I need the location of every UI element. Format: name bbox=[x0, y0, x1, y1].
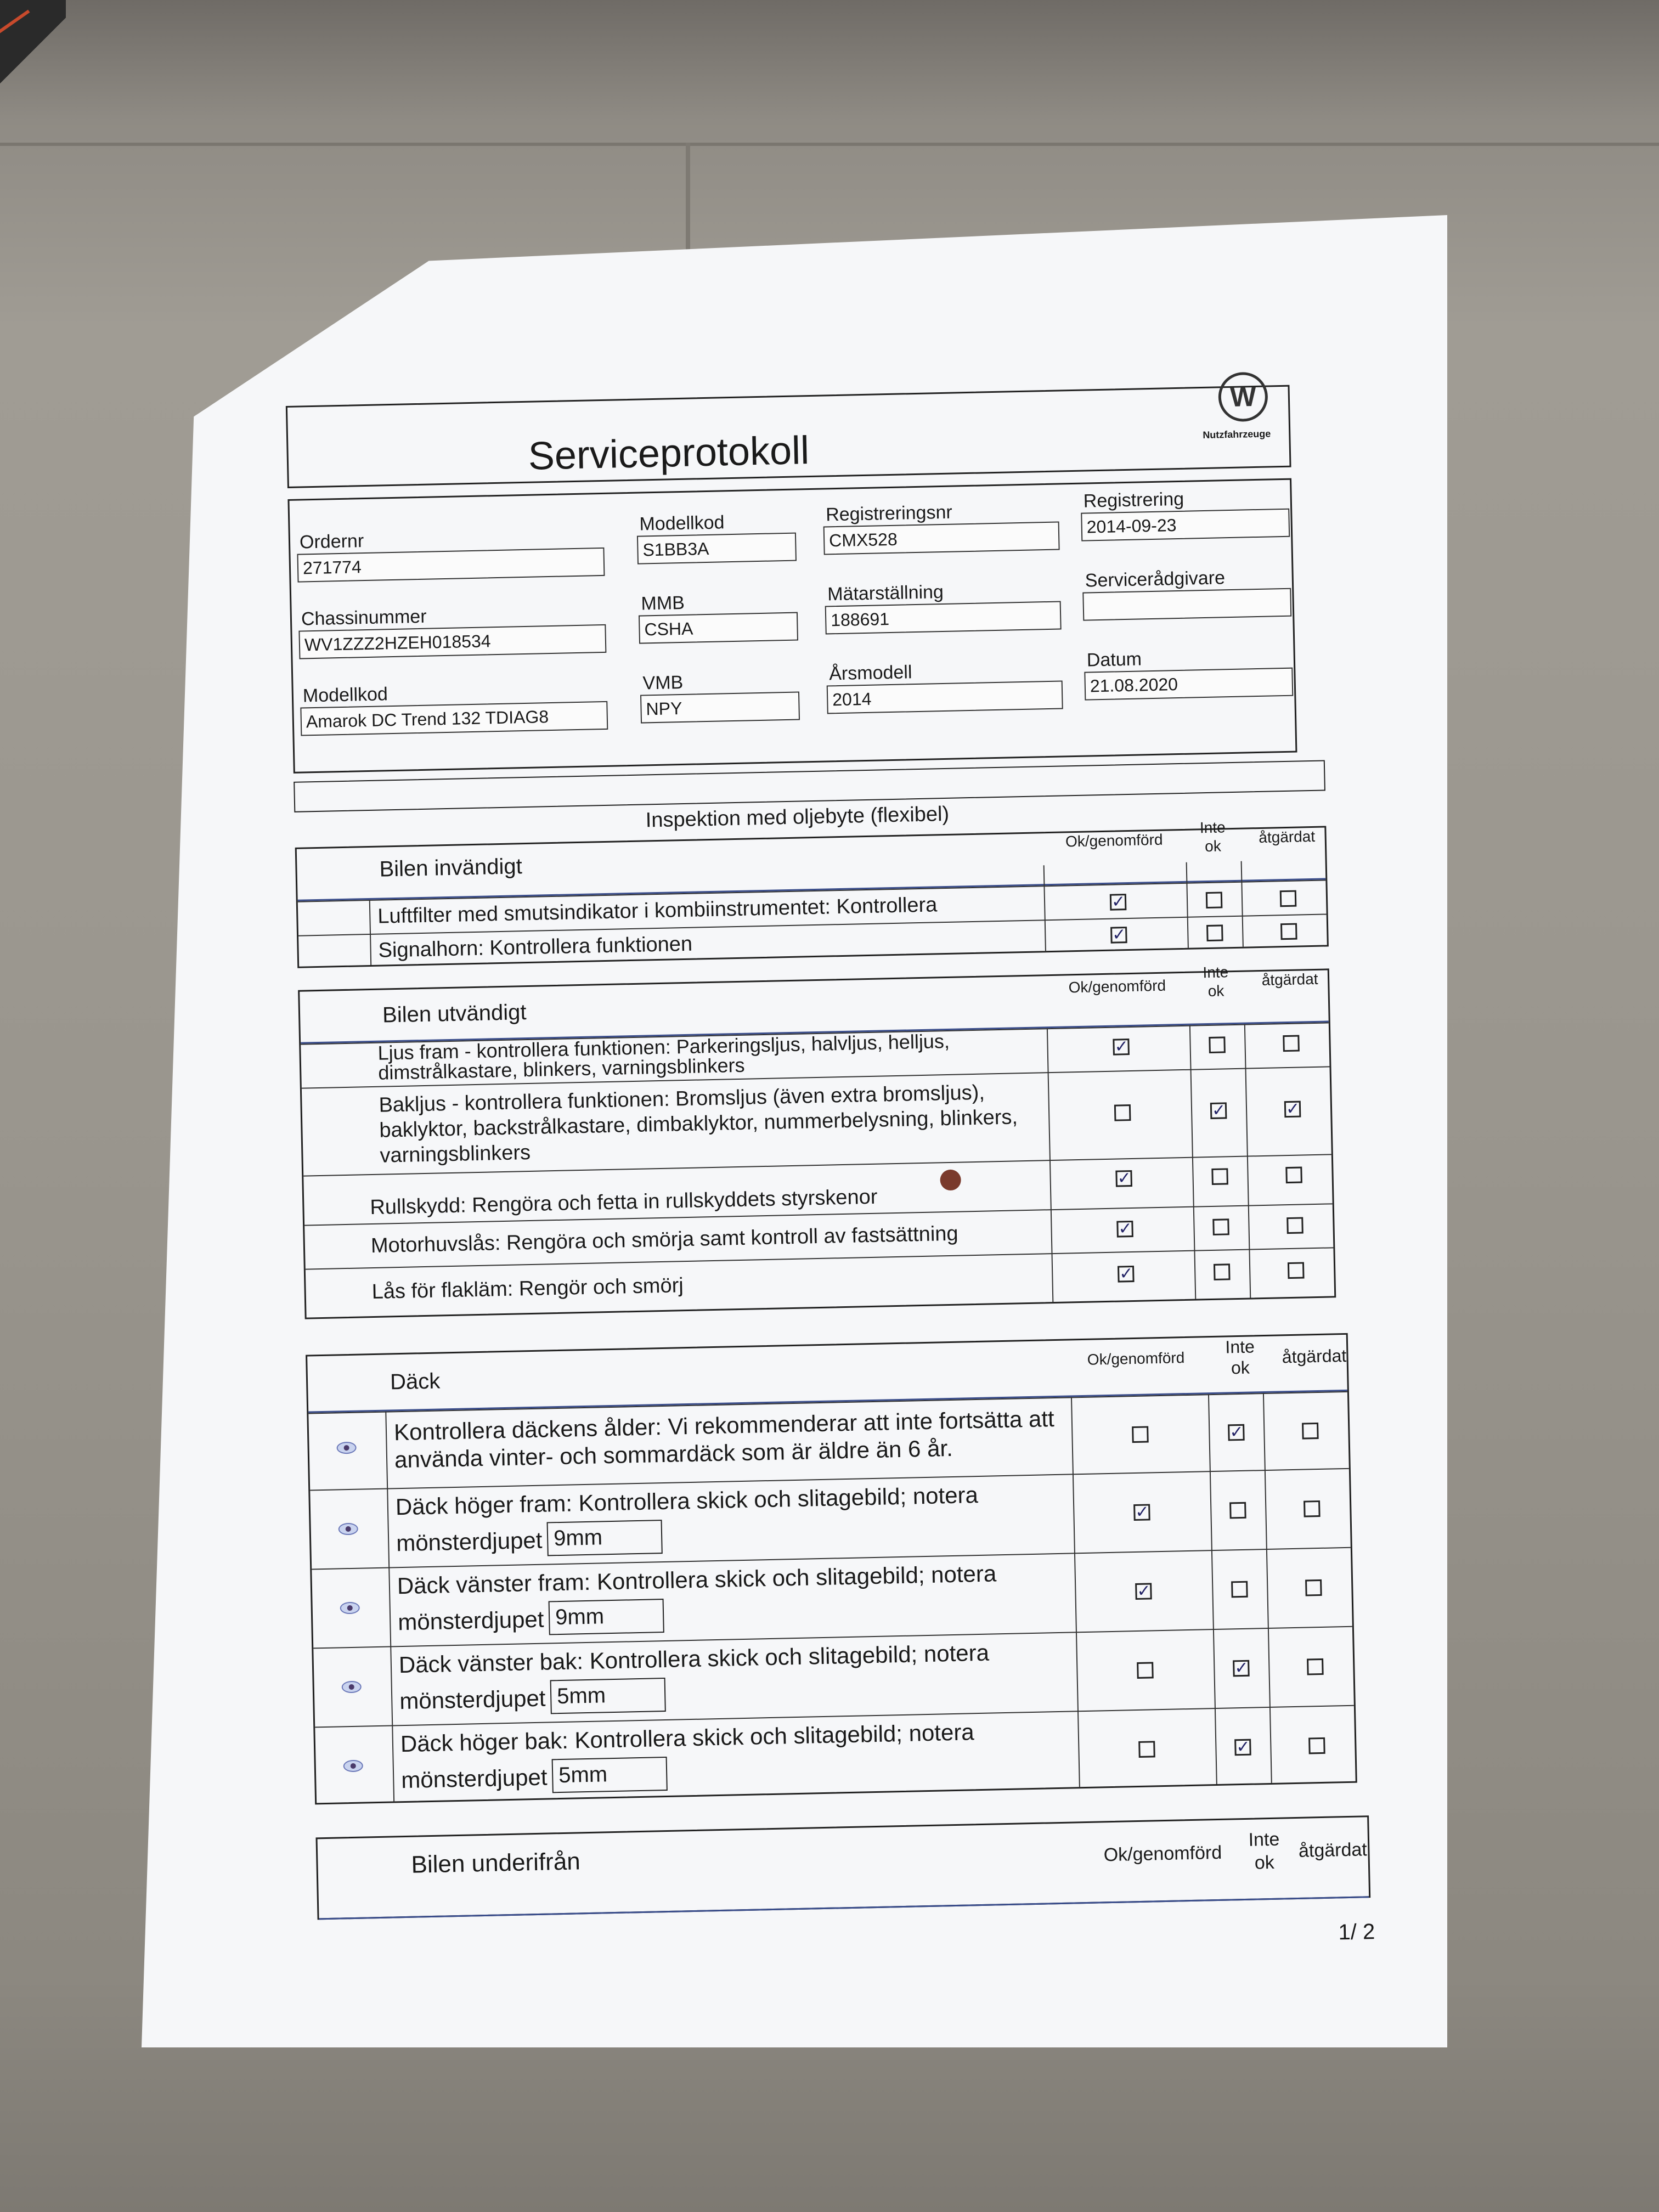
section-bilen-underifran bbox=[315, 1815, 1370, 1920]
col-atgardat-header: åtgärdat bbox=[1298, 1839, 1368, 1861]
inte-ok-checkbox: ✓ bbox=[1233, 1660, 1250, 1677]
serviceradgivare-field bbox=[1082, 588, 1291, 621]
row-text-line2: använda vinter- och sommardäck som är äldre än 6 år. bbox=[394, 1435, 953, 1473]
arsmodell-field: 2014 bbox=[827, 680, 1063, 714]
atgardat-checkbox bbox=[1302, 1423, 1319, 1440]
row-text: Motorhuvslås: Rengöra och smörja samt kontroll av fastsättning bbox=[370, 1222, 958, 1258]
row-text-line2: mönsterdjupet bbox=[399, 1685, 546, 1714]
registreringsnr-label: Registreringsnr bbox=[825, 501, 953, 526]
atgardat-checkbox bbox=[1304, 1500, 1321, 1517]
ok-checkbox: ✓ bbox=[1113, 1039, 1130, 1056]
section-bilen-invandigt bbox=[295, 819, 1329, 968]
col-ok-header: Ok/genomförd bbox=[1065, 831, 1163, 850]
seat-seam bbox=[0, 143, 1659, 146]
atgardat-checkbox: ✓ bbox=[1284, 1101, 1301, 1118]
ok-checkbox: ✓ bbox=[1110, 894, 1127, 911]
matarstallning-label: Mätarställning bbox=[827, 581, 944, 605]
section-heading: Bilen utvändigt bbox=[382, 1000, 527, 1028]
registrering-label: Registrering bbox=[1083, 488, 1184, 512]
vmb-field: NPY bbox=[640, 692, 800, 724]
chassinummer-label: Chassinummer bbox=[301, 606, 427, 630]
col-atgardat-header: åtgärdat bbox=[1261, 970, 1318, 989]
ordernr-label: Ordernr bbox=[299, 531, 364, 553]
row-text: Rullskydd: Rengöra och fetta in rullskyddets styrskenor bbox=[370, 1185, 878, 1220]
page-title: Serviceprotokoll bbox=[528, 428, 810, 478]
col-ok2-header: ok bbox=[1231, 1357, 1250, 1378]
arsmodell-label: Årsmodell bbox=[828, 662, 912, 685]
row-text-line1: Kontrollera däckens ålder: Vi rekommenderar att inte fortsätta att bbox=[393, 1406, 1055, 1446]
modellkod2-field: Amarok DC Trend 132 TDIAG8 bbox=[300, 701, 608, 736]
col-ok2-header: ok bbox=[1207, 982, 1224, 1000]
eye-icon bbox=[343, 1760, 363, 1773]
brand-subtitle: Nutzfahrzeuge bbox=[1203, 428, 1271, 441]
eye-icon bbox=[336, 1442, 356, 1454]
atgardat-checkbox bbox=[1285, 1167, 1302, 1184]
inte-ok-checkbox: ✓ bbox=[1228, 1424, 1245, 1441]
ok-checkbox: ✓ bbox=[1116, 1221, 1133, 1238]
ok-checkbox: ✓ bbox=[1135, 1583, 1152, 1600]
inte-ok-checkbox bbox=[1206, 891, 1223, 909]
col-ok2-header: ok bbox=[1254, 1852, 1275, 1874]
row-text-line1: Däck höger bak: Kontrollera skick och slitagebild; notera bbox=[400, 1719, 975, 1757]
col-inte-header: Inte bbox=[1248, 1829, 1280, 1850]
col-atgardat-header: åtgärdat bbox=[1258, 827, 1316, 847]
row-text-line1: Däck vänster bak: Kontrollera skick och slitagebild; notera bbox=[398, 1639, 990, 1678]
atgardat-checkbox bbox=[1308, 1737, 1325, 1754]
atgardat-checkbox bbox=[1280, 923, 1297, 940]
atgardat-checkbox bbox=[1280, 890, 1297, 907]
atgardat-checkbox bbox=[1305, 1579, 1322, 1596]
eye-icon bbox=[342, 1681, 362, 1694]
row-text-line1: Däck vänster fram: Kontrollera skick och slitagebild; notera bbox=[397, 1560, 997, 1599]
mmb-field: CSHA bbox=[639, 612, 798, 644]
section-heading: Bilen invändigt bbox=[379, 854, 523, 882]
modellkod-field: S1BB3A bbox=[637, 533, 797, 565]
ok-checkbox: ✓ bbox=[1110, 927, 1127, 944]
row-text-line1: Däck höger fram: Kontrollera skick och slitagebild; notera bbox=[395, 1482, 979, 1520]
col-ok-header: Ok/genomförd bbox=[1087, 1349, 1185, 1368]
row-text: Signalhorn: Kontrollera funktionen bbox=[378, 932, 693, 962]
section-heading: Bilen underifrån bbox=[411, 1848, 581, 1878]
col-ok-header: Ok/genomförd bbox=[1103, 1842, 1222, 1866]
inte-ok-checkbox: ✓ bbox=[1234, 1739, 1251, 1756]
tread-depth-field: 5mm bbox=[552, 1757, 668, 1793]
col-ok2-header: ok bbox=[1204, 837, 1222, 855]
section-dack bbox=[306, 1333, 1357, 1805]
ok-checkbox bbox=[1114, 1104, 1131, 1121]
col-ok-header: Ok/genomförd bbox=[1068, 977, 1166, 996]
registreringsnr-field: CMX528 bbox=[823, 522, 1060, 555]
ok-checkbox bbox=[1137, 1662, 1154, 1679]
inte-ok-checkbox bbox=[1231, 1581, 1248, 1598]
inte-ok-checkbox bbox=[1212, 1218, 1229, 1235]
section-bilen-utvandigt bbox=[298, 963, 1336, 1319]
row-text: Ljus fram - kontrollera funktionen: Parkeringsljus, halvljus, helljus, dimstrålkastare, blinkers, varningsblinkers bbox=[377, 1029, 950, 1084]
marker-dot bbox=[940, 1170, 961, 1191]
inte-ok-checkbox bbox=[1206, 924, 1223, 941]
inte-ok-checkbox: ✓ bbox=[1210, 1102, 1227, 1119]
col-inte-header: Inte bbox=[1203, 963, 1229, 981]
page-number: 1/ 2 bbox=[1338, 1920, 1375, 1945]
vmb-label: VMB bbox=[642, 672, 684, 694]
serviceradgivare-label: Servicerådgivare bbox=[1085, 567, 1226, 591]
inte-ok-checkbox bbox=[1229, 1502, 1246, 1519]
ok-checkbox: ✓ bbox=[1115, 1170, 1132, 1187]
vw-logo-icon: W bbox=[1218, 372, 1268, 422]
inte-ok-checkbox bbox=[1214, 1263, 1231, 1280]
row-text-line2: mönsterdjupet bbox=[396, 1527, 543, 1556]
inte-ok-checkbox bbox=[1211, 1168, 1228, 1185]
ok-checkbox: ✓ bbox=[1118, 1266, 1135, 1283]
tread-depth-field: 9mm bbox=[547, 1520, 663, 1556]
service-type: Inspektion med oljebyte (flexibel) bbox=[645, 802, 950, 832]
row-text-line2: mönsterdjupet bbox=[400, 1764, 548, 1793]
row-text: Bakljus - kontrollera funktionen: Bromsljus (även extra bromsljus), baklyktor, backstrålkastare, dimbaklyktor, nummerbelysning, blinkers, varningsblinkers bbox=[379, 1081, 1018, 1167]
eye-icon bbox=[338, 1523, 358, 1536]
row-text-line2: mönsterdjupet bbox=[397, 1606, 544, 1635]
ok-checkbox bbox=[1132, 1426, 1149, 1443]
section-heading: Däck bbox=[390, 1369, 441, 1395]
service-protocol-document bbox=[285, 360, 1460, 1985]
tread-depth-field: 9mm bbox=[549, 1599, 664, 1635]
matarstallning-field: 188691 bbox=[825, 601, 1062, 634]
atgardat-checkbox bbox=[1307, 1658, 1324, 1675]
eye-icon bbox=[340, 1602, 360, 1615]
row-text: Luftfilter med smutsindikator i kombiinstrumentet: Kontrollera bbox=[377, 893, 938, 928]
atgardat-checkbox bbox=[1286, 1217, 1304, 1234]
mmb-label: MMB bbox=[641, 592, 685, 614]
section-divider bbox=[319, 1896, 1369, 1920]
modellkod-label: Modellkod bbox=[639, 512, 725, 535]
registrering-field: 2014-09-23 bbox=[1081, 509, 1290, 541]
row-text: Lås för flakläm: Rengör och smörj bbox=[371, 1274, 684, 1304]
ok-checkbox bbox=[1138, 1741, 1155, 1758]
atgardat-checkbox bbox=[1288, 1262, 1305, 1279]
datum-label: Datum bbox=[1086, 648, 1142, 671]
col-inte-header: Inte bbox=[1199, 819, 1226, 837]
seat-stitching bbox=[0, 0, 66, 143]
col-inte-header: Inte bbox=[1225, 1336, 1255, 1357]
col-atgardat-header: åtgärdat bbox=[1282, 1345, 1347, 1367]
atgardat-checkbox bbox=[1283, 1035, 1300, 1052]
datum-field: 21.08.2020 bbox=[1084, 668, 1293, 701]
modellkod2-label: Modellkod bbox=[302, 684, 388, 707]
ordernr-field: 271774 bbox=[297, 548, 605, 583]
inte-ok-checkbox bbox=[1209, 1036, 1226, 1053]
tread-depth-field: 5mm bbox=[550, 1678, 666, 1714]
ok-checkbox: ✓ bbox=[1133, 1504, 1150, 1521]
chassinummer-field: WV1ZZZ2HZEH018534 bbox=[298, 624, 606, 659]
